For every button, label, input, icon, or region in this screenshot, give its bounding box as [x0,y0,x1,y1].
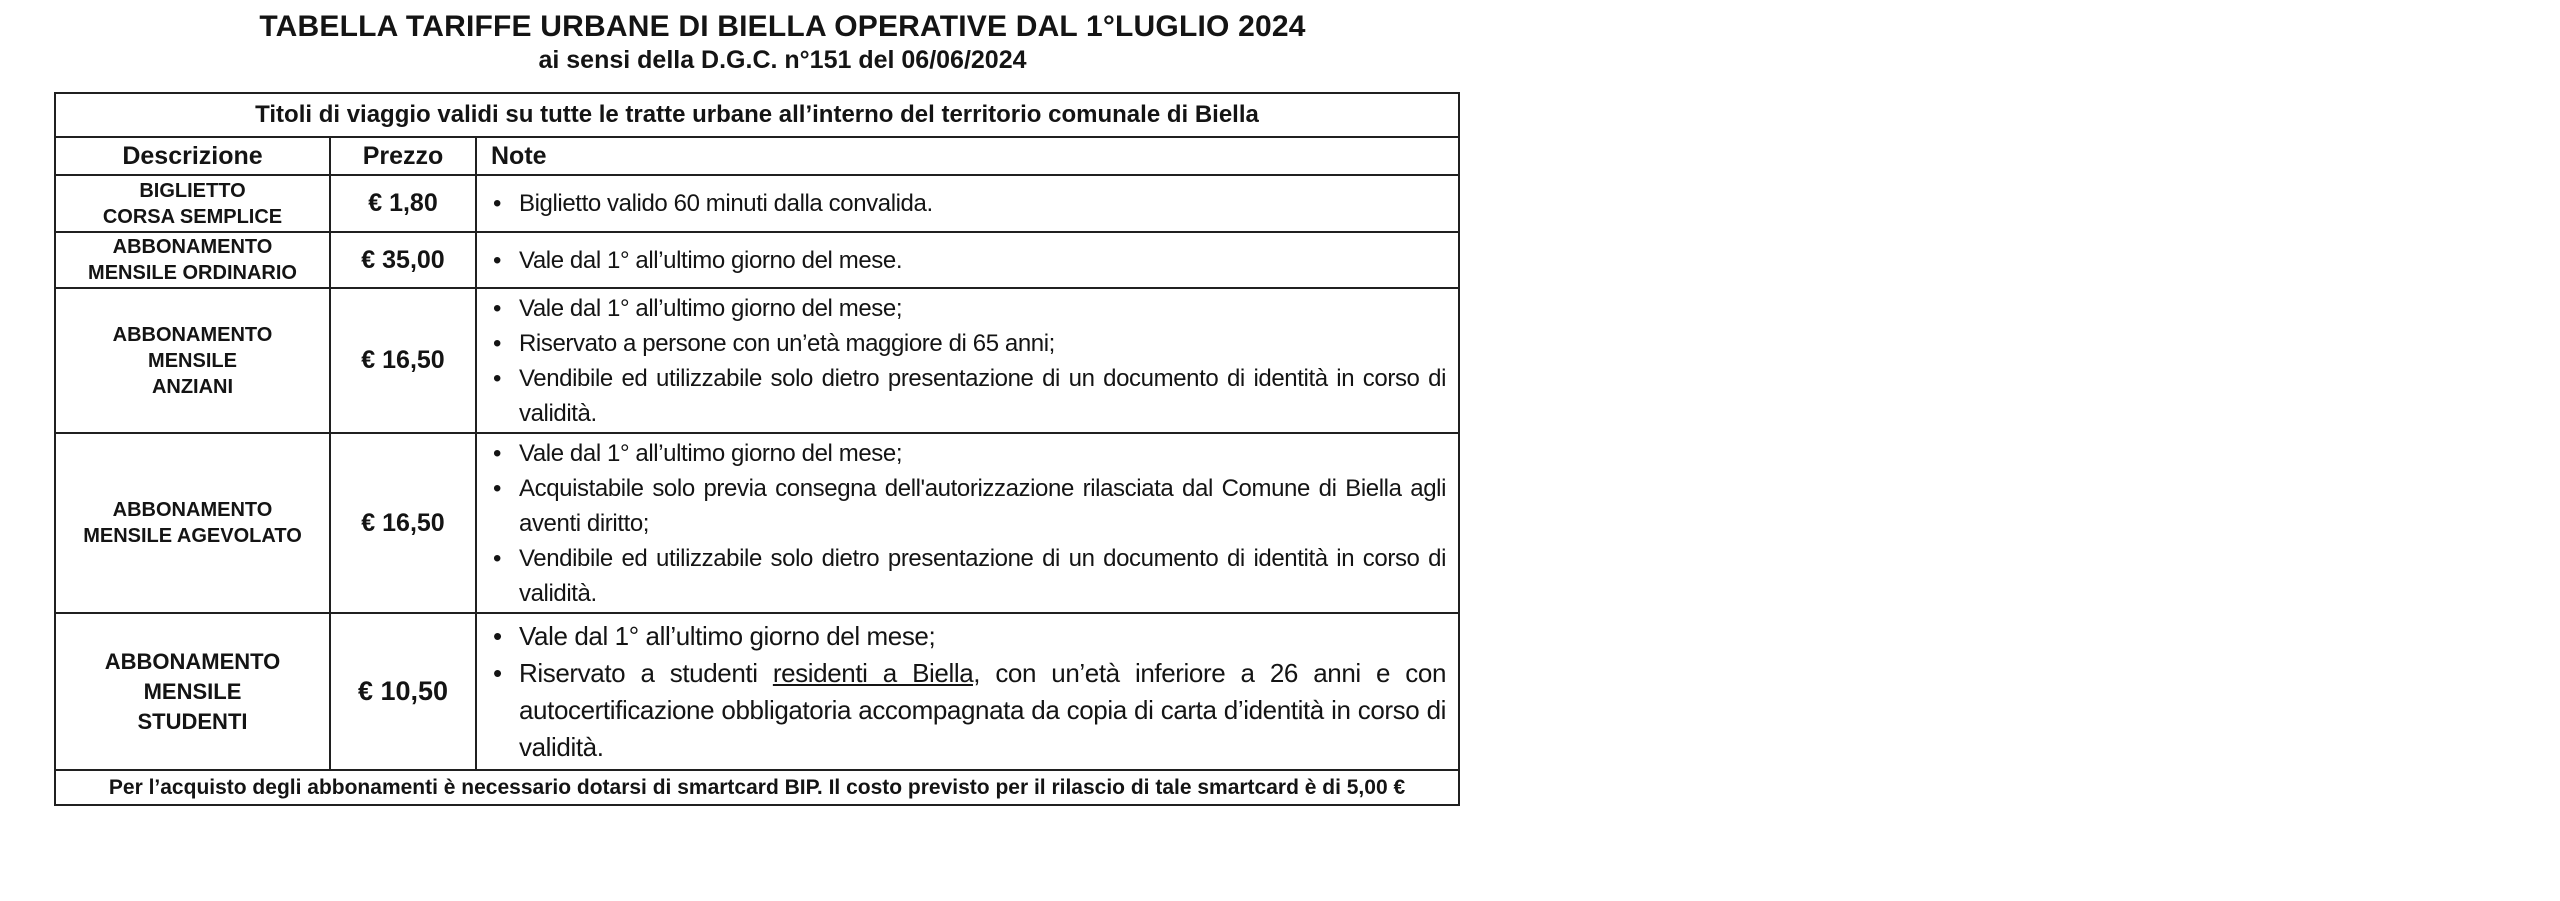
description-line: MENSILE [143,678,242,704]
description-line: ABBONAMENTO [112,323,273,346]
table-row [55,175,1459,232]
document-title: TABELLA TARIFFE URBANE DI BIELLA OPERATIVE DAL 1°LUGLIO 2024 [259,10,1306,43]
description-line: MENSILE AGEVOLATO [83,525,302,547]
table-band-row [55,93,1459,137]
note-item: • Riservato a persone con un’età maggiore di 65 anni; [519,326,1446,361]
table-footer-row [55,770,1459,805]
tariff-notes [476,175,1459,232]
tariff-price: € 35,00 [330,232,476,288]
note-text: con un’età inferiore a 26 anni e con autocertificazione obbligatoria accompagnata da copia di carta d’identità in corso di validità. [519,657,1447,762]
tariff-price: € 10,50 [330,613,476,770]
description-line: MENSILE [148,349,237,372]
note-item [519,655,1446,766]
description-line: ABBONAMENTO [104,648,281,674]
description-line: STUDENTI [137,708,248,734]
tariff-description [55,175,330,232]
notes-list [491,291,1446,431]
description-line: ABBONAMENTO [112,499,273,521]
column-header-price: Prezzo [330,137,476,175]
tariff-price: € 1,80 [330,175,476,232]
notes-list [491,618,1446,766]
table-row [55,288,1459,433]
table-row [55,232,1459,288]
tariff-notes [476,433,1459,613]
note-item: • Vendibile ed utilizzabile solo dietro presentazione di un documento di identità in corso di validità. [519,361,1446,431]
table-row [55,613,1459,770]
tariff-table [54,92,1460,806]
note-text: Riservato a studenti [519,657,773,688]
description-line: MENSILE ORDINARIO [88,262,297,284]
notes-list [491,186,1446,221]
note-item: • Vale dal 1° all’ultimo giorno del mese; [519,436,1446,471]
smartcard-footnote: Per l’acquisto degli abbonamenti è necessario dotarsi di smartcard BIP. Il costo previsto per il rilascio di tale smartcard è di 5,00 € [55,770,1459,805]
table-row [55,433,1459,613]
description-line: CORSA SEMPLICE [102,205,283,228]
note-item: • Vale dal 1° all’ultimo giorno del mese; [519,291,1446,326]
description-line: BIGLIETTO [139,179,246,202]
tariff-description [55,232,330,288]
notes-list [491,243,1446,278]
note-item: • Vendibile ed utilizzabile solo dietro presentazione di un documento di identità in corso di validità. [519,541,1446,611]
notes-list [491,436,1446,611]
tariff-description [55,613,330,770]
tariff-price: € 16,50 [330,433,476,613]
table-header-row [55,137,1459,175]
tariff-notes [476,613,1459,770]
column-header-description: Descrizione [55,137,330,175]
note-item: • Vale dal 1° all’ultimo giorno del mese; [519,618,1446,655]
tariff-notes [476,288,1459,433]
tariff-description [55,433,330,613]
tariff-price: € 16,50 [330,288,476,433]
underlined-residency-text: residenti a Biella, [772,657,981,688]
description-line: ABBONAMENTO [112,236,273,258]
table-band-title: Titoli di viaggio validi su tutte le tratte urbane all’interno del territorio comunale di Biella [55,93,1459,137]
note-item: • Biglietto valido 60 minuti dalla convalida. [519,186,1446,221]
tariff-notes [476,232,1459,288]
description-line: ANZIANI [151,375,234,398]
note-item: • Acquistabile solo previa consegna dell'autorizzazione rilasciata dal Comune di Biella agli aventi diritto; [519,471,1446,541]
note-item: • Vale dal 1° all’ultimo giorno del mese. [519,243,1446,278]
tariff-description [55,288,330,433]
column-header-notes: Note [476,137,1459,175]
document-subtitle: ai sensi della D.G.C. n°151 del 06/06/2024 [538,46,1027,74]
